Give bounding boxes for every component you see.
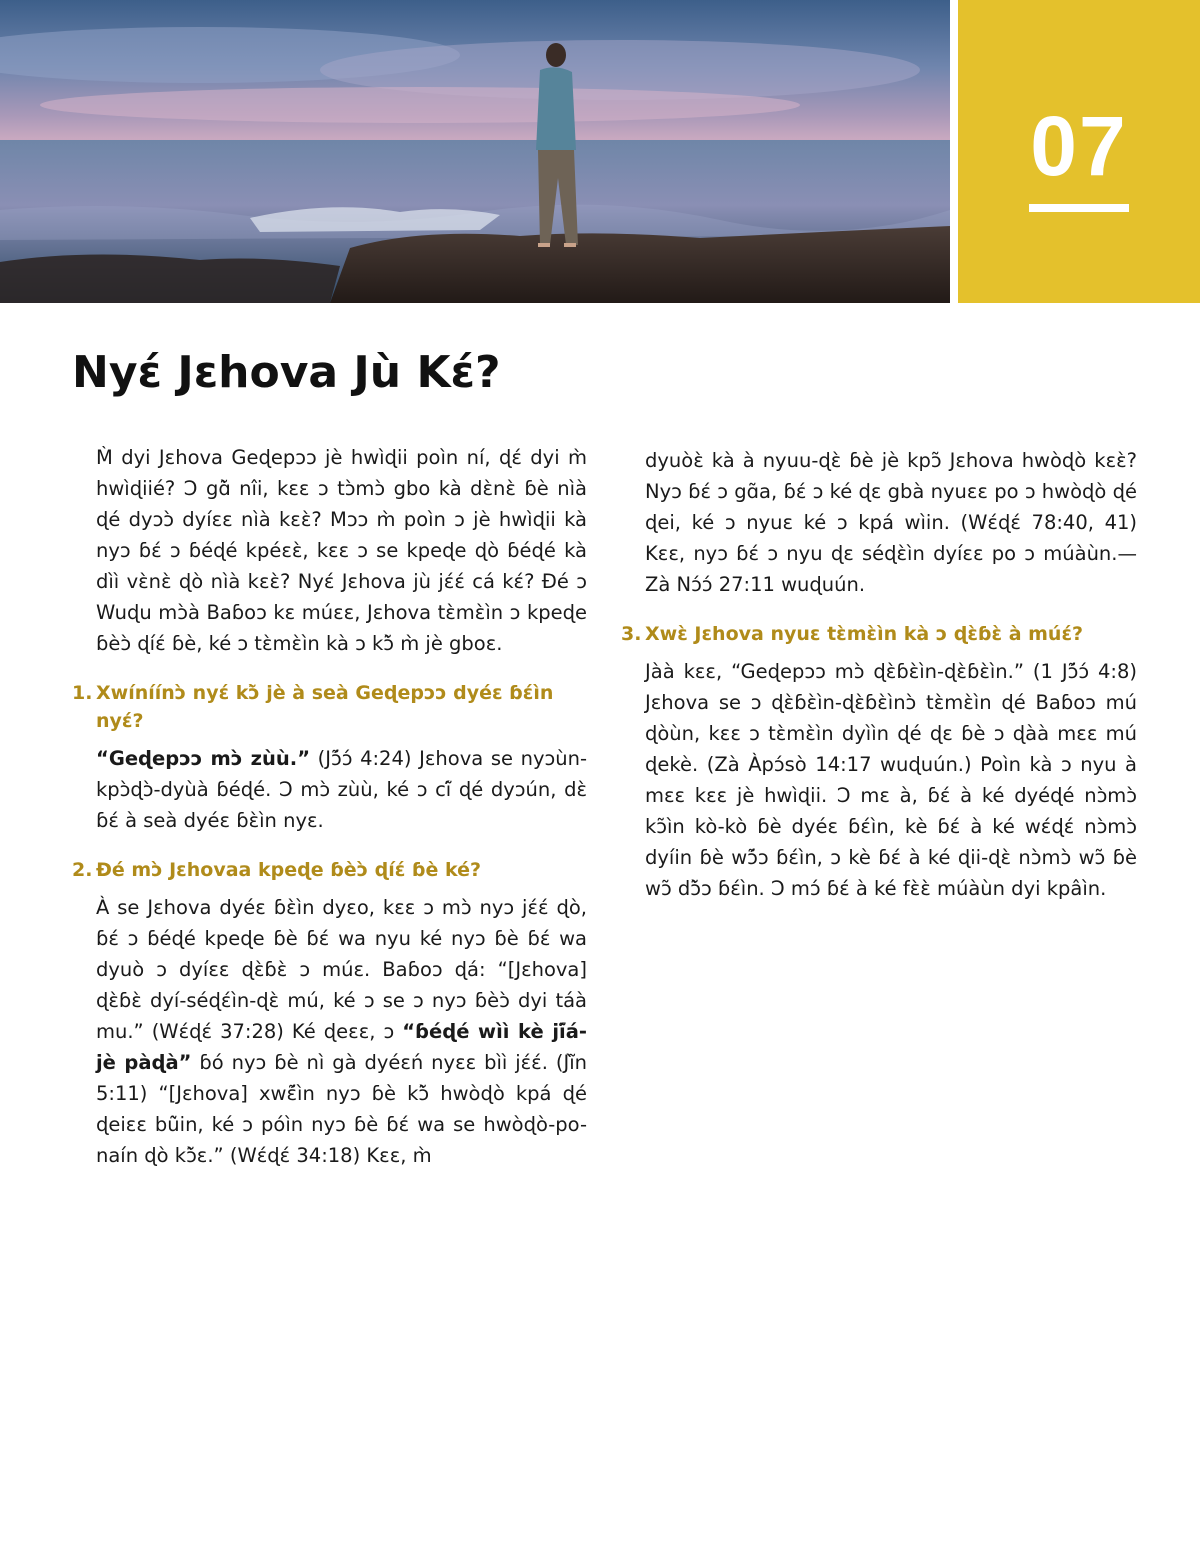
answer-2-body-part1: À se Jɛhova dyéɛ ɓɛ̀ìn dyɛo, kɛɛ ɔ mɔ̀ nyɔ jɛ́ɛ́ ɖò, ɓɛ́ ɔ ɓéɖé kpeɖe ɓè ɓɛ́ wa nyu ké nyɔ ɓè ɓɛ́ wa dyuò ɔ dyíɛɛ ɖɛ̀ɓɛ̀ ɔ múɛ. Baɓoɔ ɖá: “[Jɛhova] ɖɛ̀ɓɛ̀ dyí-séɖɛ́ìn-ɖɛ̀ mú, ké ɔ se ɔ nyɔ ɓèɔ̀ dyi táà mu.” (Wɛ́ɖɛ́ 37:28) Ké ɖeɛɛ, ɔ xyxy=(96,896,587,1043)
question-3-text: Xwɛ̀ Jɛhova nyuɛ tɛ̀mɛ̀ìn kà ɔ ɖɛ̀ɓɛ̀ à múɛ́? xyxy=(645,623,1084,645)
answer-1-quote: “Geɖepɔɔ mɔ̀ zùù.” xyxy=(96,747,311,770)
question-1-number: 1. xyxy=(72,682,93,704)
right-column xyxy=(621,445,1137,924)
chapter-number: 07 xyxy=(1030,99,1128,193)
question-3-number: 3. xyxy=(621,623,642,645)
question-1 xyxy=(72,679,587,735)
question-2-text: Ɖé mɔ̀ Jɛhovaa kpeɖe ɓèɔ̀ ɖíɛ́ ɓè ké? xyxy=(96,859,482,881)
question-1-text: Xwíníínɔ̀ nyɛ́ kɔ̃̀ jè à seà Geɖepɔɔ dyéɛ ɓɛ́ìn nyɛ́? xyxy=(96,682,554,732)
answer-2-paragraph xyxy=(72,892,587,1171)
answer-2-body-part2: ɓó nyɔ ɓè nì gà dyéɛń nyɛɛ bìì jɛ́ɛ́. (Jĩ̀n 5:11) “[Jɛhova] xwɛ̃́ìn nyɔ ɓè kɔ̃̀ hwòɖò kpá ɖé ɖeiɛɛ bũ̀in, ké ɔ póìn nyɔ ɓè ɓɛ́ wa se hwòɖò-po-naín ɖò kɔ̃̀ɛ.” (Wɛ́ɖɛ́ 34:18) Kɛɛ, m̀ xyxy=(96,1051,587,1167)
question-2-number: 2. xyxy=(72,859,93,881)
page-title: Nyɛ́ Jɛhova Jù Kɛ́? xyxy=(72,347,501,398)
answer-1-body: (Jɔ̃́ɔ́ 4:24) Jɛhova se nyɔùn-kpɔ̀ɖɔ̀-dyùà ɓéɖé. Ɔ mɔ̀ zùù, ké ɔ cĩ́ ɖé dyɔún, dɛ̀ ɓɛ́ à seà dyéɛ ɓɛ̀ìn nyɛ. xyxy=(96,747,587,832)
left-column xyxy=(72,442,587,1191)
hero-photo xyxy=(0,0,950,303)
answer-3-paragraph: Jàà kɛɛ, “Geɖepɔɔ mɔ̀ ɖɛ̀ɓɛ̀ìn-ɖɛ̀ɓɛ̀ìn.” (1 Jɔ̃́ɔ́ 4:8) Jɛhova se ɔ ɖɛ̀ɓɛ̀ìn-ɖɛ̀ɓɛ̀ìnɔ̀ tɛ̀mɛ̀ìn ɖé Baɓoɔ mú ɖòùn, kɛɛ ɔ tɛ̀mɛ̀ìn dyììn ɖé ɖɛ ɓè ɔ ɖàà mɛɛ mú ɖekè. (Zà Àpɔ́sò 14:17 wuɖuún.) Poìn kà ɔ nyu à mɛɛ kɛɛ jè hwìɖii. Ɔ mɛ à, ɓɛ́ à ké dyéɖé nɔ̀mɔ̀ kɔ̃ìn kò-kò ɓè dyéɛ ɓɛ́ìn, kè ɓɛ́ à ké wɛ́ɖɛ́ nɔ̀mɔ̀ dyíin ɓè wɔ̃́ɔ ɓɛ́ìn, ɔ kè ɓɛ́ à ké ɖii-ɖɛ̀ nɔ̀mɔ̀ wɔ̃ ɓè wɔ̃ dɔ̃̀ɔ ɓɛ́ìn. Ɔ mɔ́ ɓɛ́ à ké fɛ̀ɛ̀ múàùn dyi kpâìn. xyxy=(645,660,1137,900)
question-2 xyxy=(72,856,587,884)
chapter-badge xyxy=(958,0,1200,303)
question-3 xyxy=(621,620,1137,648)
answer-2-emphasis: “ɓéɖé wìì kè jĩ́á-jè pàɖà” xyxy=(96,1020,587,1074)
answer-2-continued: dyuòɛ̀ kà à nyuu-ɖɛ̀ ɓè jè kpɔ̃ Jɛhova hwòɖò kɛɛ̀? Nyɔ ɓɛ́ ɔ gɑ̃a, ɓɛ́ ɔ ké ɖɛ gbà nyuɛɛ po ɔ hwòɖò ɖé ɖei, ké ɔ nyuɛ ké ɔ kpá wìin. (Wɛ́ɖɛ́ 78:40, 41) Kɛɛ, nyɔ ɓɛ́ ɔ nyu ɖɛ séɖɛ̀ìn dyíɛɛ po ɔ múàùn.—Zà Nɔ́ɔ́ 27:11 wuɖuún. xyxy=(645,449,1137,596)
chapter-underline xyxy=(1029,204,1129,212)
hero-illustration xyxy=(0,0,950,303)
answer-1-paragraph xyxy=(72,743,587,836)
intro-paragraph: M̀ dyi Jɛhova Geɖepɔɔ jè hwìɖii poìn ní, ɖɛ́ dyi m̀ hwìɖiié? Ɔ gɑ̃̀ nîi, kɛɛ ɔ tɔ̀mɔ̀ gbo kà dɛ̀nɛ̀ ɓè nìà ɖé dyɔɔ̀ dyíɛɛ nìà kɛɛ̀? Mɔɔ m̀ poìn ɔ jè hwìɖii kà nyɔ ɓɛ́ ɔ ɓéɖé kpéɛɛ̀, kɛɛ ɔ se kpeɖe ɖò ɓéɖé kà dìì vɛ̀nɛ̀ ɖò nìà kɛɛ̀? Nyɛ́ Jɛhova jù jɛ́ɛ́ cá kɛ́? Ɖé ɔ Wuɖu mɔ̀à Baɓoɔ kɛ múɛɛ, Jɛhova tɛ̀mɛ̀ìn ɔ kpeɖe ɓèɔ̀ ɖíɛ́ ɓè, ké ɔ tɛ̀mɛ̀ìn kà ɔ kɔ̃̀ m̀ jè gboɛ. xyxy=(96,446,587,655)
